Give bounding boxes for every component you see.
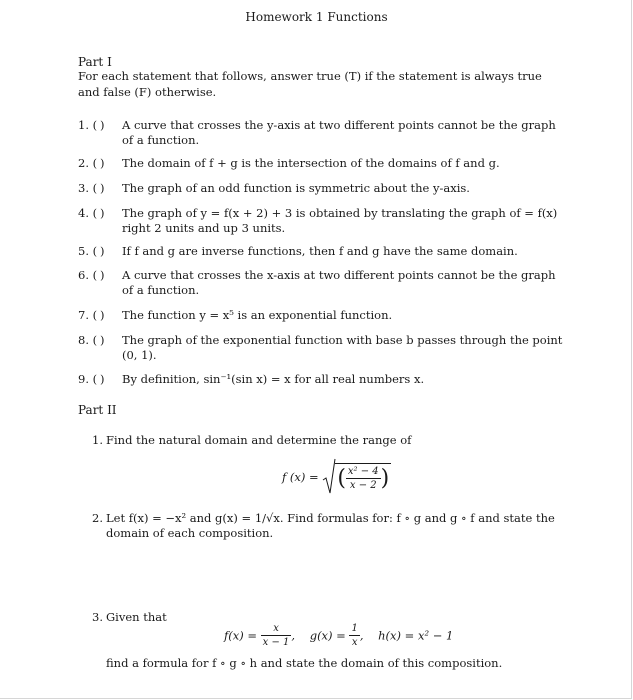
statement-8 bbox=[78, 333, 563, 363]
statement-number: 2. ( bbox=[78, 156, 98, 170]
f-lhs: f(x) = bbox=[224, 628, 258, 643]
f-fraction bbox=[261, 622, 292, 649]
statement-text: The graph of the exponential function with base b passes through the point (0, 1). bbox=[122, 333, 563, 362]
statement-text: The graph of an odd function is symmetric about the y-axis. bbox=[122, 181, 470, 195]
g-denominator: x bbox=[351, 637, 358, 648]
statement-text: The domain of f + g is the intersection of the domains of f and g. bbox=[122, 156, 500, 170]
question-3-closing bbox=[106, 656, 566, 671]
question-2 bbox=[92, 511, 562, 541]
statement-text: If f and g are inverse functions, then f and g have the same domain. bbox=[122, 244, 518, 258]
f-denominator: x − 1 bbox=[262, 637, 290, 648]
answer-blank: ) bbox=[100, 244, 105, 258]
sqrt-icon bbox=[322, 458, 336, 496]
answer-blank: ) bbox=[100, 156, 105, 170]
question-closing-text: find a formula for f ∘ g ∘ h and state the domain of this composition. bbox=[106, 656, 503, 670]
statement-6 bbox=[78, 268, 563, 298]
statement-number: 1. ( bbox=[78, 118, 98, 132]
answer-blank: ) bbox=[100, 181, 105, 195]
statement-7 bbox=[78, 308, 563, 323]
formula-q1: f (x) = ( $\frac{\text{x² − 4}}{x - 2}$ ) bbox=[282, 458, 391, 496]
answer-blank: ) bbox=[100, 308, 105, 322]
question-number: 2. bbox=[92, 511, 103, 525]
answer-blank: ) bbox=[100, 333, 105, 347]
question-number: 3. bbox=[92, 610, 103, 624]
statement-text: The function y = x⁵ is an exponential function. bbox=[122, 308, 393, 322]
h-definition: h(x) = x² − 1 bbox=[378, 628, 454, 643]
statement-3 bbox=[78, 181, 563, 196]
statement-4 bbox=[78, 206, 563, 236]
statement-number: 9. ( bbox=[78, 372, 98, 386]
statement-5 bbox=[78, 244, 563, 259]
fraction-numerator: x² − 4 bbox=[347, 465, 379, 477]
part2-heading: Part II bbox=[78, 403, 117, 417]
statement-9 bbox=[78, 372, 563, 387]
statement-number: 6. ( bbox=[78, 268, 98, 282]
question-text: Given that bbox=[106, 610, 167, 624]
statement-text: A curve that crosses the y-axis at two different points cannot be the graph of a function. bbox=[122, 118, 556, 147]
part1-heading: Part I bbox=[78, 55, 112, 69]
question-text: Find the natural domain and determine the range of bbox=[106, 433, 412, 447]
statement-number: 8. ( bbox=[78, 333, 98, 347]
f-numerator: x bbox=[261, 622, 292, 636]
statement-2 bbox=[78, 156, 563, 171]
statement-text: By definition, sin⁻¹(sin x) = x for all real numbers x. bbox=[122, 372, 425, 386]
part1-intro: For each statement that follows, answer true (T) if the statement is always true and false (F) otherwise. bbox=[78, 69, 542, 99]
statement-number: 7. ( bbox=[78, 308, 98, 322]
question-text: Let f(x) = −x² and g(x) = 1/√x. Find formulas for: f ∘ g and g ∘ f and state the domain of each composition. bbox=[106, 511, 555, 540]
g-numerator: 1 bbox=[351, 623, 358, 634]
statement-number: 4. ( bbox=[78, 206, 98, 220]
fraction-denominator: x − 2 bbox=[349, 479, 377, 491]
question-1 bbox=[92, 433, 562, 448]
statement-number: 3. ( bbox=[78, 181, 98, 195]
statement-text: The graph of y = f(x + 2) + 3 is obtained by translating the graph of = f(x) right 2 units and up 3 units. bbox=[122, 206, 558, 235]
g-lhs: g(x) = bbox=[309, 628, 346, 643]
answer-blank: ) bbox=[100, 372, 105, 386]
formula-q3: f(x) = $\frac{x}{x - 1}$ , g(x) = $\frac{1}{x}$ , h(x) = x² − 1 bbox=[224, 623, 454, 648]
statement-text: A curve that crosses the x-axis at two different points cannot be the graph of a function. bbox=[122, 268, 556, 297]
page-title: Homework 1 Functions bbox=[245, 10, 388, 24]
g-fraction bbox=[349, 622, 359, 649]
answer-blank: ) bbox=[100, 118, 105, 132]
fraction bbox=[346, 465, 381, 492]
statement-number: 5. ( bbox=[78, 244, 98, 258]
answer-blank: ) bbox=[100, 268, 105, 282]
answer-blank: ) bbox=[100, 206, 105, 220]
formula-lhs: f (x) = bbox=[282, 470, 319, 484]
statement-1 bbox=[78, 118, 563, 148]
question-number: 1. bbox=[92, 433, 103, 447]
